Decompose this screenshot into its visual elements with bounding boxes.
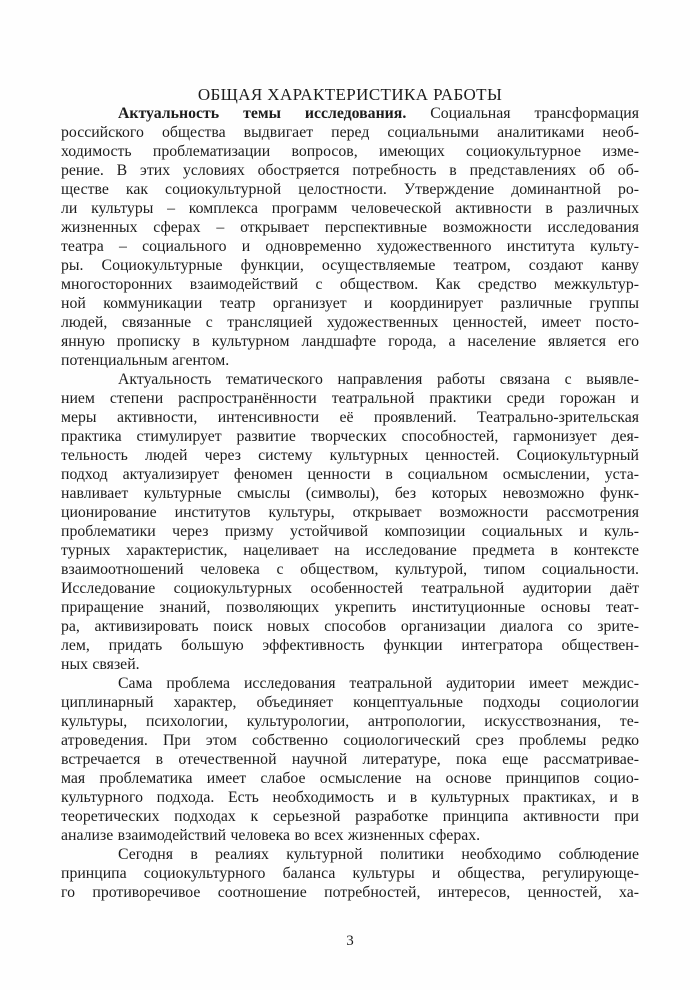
- text-line: взаимоотношений человека с обществом, культурой, типом социальности.: [61, 561, 639, 578]
- text-line: ры. Социокультурные функции, осуществляемые театром, создают канву: [61, 257, 639, 274]
- text-line: рение. В этих условиях обостряется потребность в представлениях об об-: [61, 162, 639, 179]
- text-line: ществе как социокультурной целостности. Утверждение доминантной ро-: [61, 181, 639, 198]
- text-line: Исследование социокультурных особенностей театральной аудитории даёт: [61, 580, 639, 597]
- paragraph-lead-rest: Социальная трансформация: [430, 105, 639, 122]
- text-line: жизненных сферах – открывает перспективные возможности исследования: [61, 219, 639, 236]
- paragraph-1: [61, 104, 639, 370]
- text-line: встречается в отечественной научной литературе, пока еще рассматривае-: [61, 751, 639, 768]
- text-line: принципа социокультурного баланса культуры и общества, регулирующе-: [61, 865, 639, 882]
- page-title: ОБЩАЯ ХАРАКТЕРИСТИКА РАБОТЫ: [197, 85, 503, 104]
- text-line: янную прописку в культурном ландшафте города, а население является его: [61, 333, 639, 350]
- text-line: [61, 104, 639, 123]
- text-line: практика стимулирует развитие творческих способностей, гармонизует дея-: [61, 428, 639, 445]
- text-line: анализе взаимодействий человека во всех жизненных сферах.: [61, 827, 481, 844]
- text-line: Актуальность тематического направления работы связана с выявле-: [118, 371, 639, 388]
- text-line: приращение знаний, позволяющих укрепить институционные основы теат-: [61, 599, 639, 616]
- paragraph-3: [61, 674, 639, 845]
- text-line: многосторонних взаимодействий с обществом. Как средство межкультур-: [61, 276, 639, 293]
- text-line: ной коммуникации театр организует и координирует различные группы: [61, 295, 639, 312]
- paragraph-2-lines: [61, 370, 639, 674]
- text-line: циплинарный характер, объединяет концептуальные подходы социологии: [61, 694, 639, 711]
- text-line: навливает культурные смыслы (символы), без которых невозможно функ-: [61, 485, 639, 502]
- text-line: меры активности, интенсивности её проявлений. Театрально-зрительская: [61, 409, 639, 426]
- text-line: ра, активизировать поиск новых способов организации диалога со зрите-: [61, 618, 639, 635]
- text-line: театра – социального и одновременно художественного института культу-: [61, 238, 639, 255]
- text-line: Сегодня в реалиях культурной политики необходимо соблюдение: [118, 846, 639, 863]
- text-line: потенциальным агентом.: [61, 352, 230, 369]
- text-line: культуры, психологии, культурологии, антропологии, искусствознания, те-: [61, 713, 639, 730]
- text-line: нием степени распространённости театральной практики среди горожан и: [61, 390, 639, 407]
- paragraph-2: [61, 370, 639, 674]
- paragraph-4-lines: [61, 845, 639, 902]
- paragraph-3-lines: [61, 674, 639, 845]
- text-line: российского общества выдвигает перед социальными аналитиками необ-: [61, 124, 639, 141]
- text-line: людей, связанные с трансляцией художественных ценностей, имеет посто-: [61, 314, 639, 331]
- text-line: ционирование институтов культуры, открывает возможности рассмотрения: [61, 504, 639, 521]
- text-line: турных характеристик, нацеливает на исследование предмета в контексте: [61, 542, 639, 559]
- text-line: ходимость проблематизации вопросов, имеющих социокультурное изме-: [61, 143, 639, 160]
- paragraph-4: [61, 845, 639, 902]
- text-line: го противоречивое соотношение потребностей, интересов, ценностей, ха-: [61, 884, 639, 901]
- text-line: ных связей.: [61, 656, 140, 673]
- text-line: культурного подхода. Есть необходимость и в культурных практиках, и в: [61, 789, 639, 806]
- paragraph-1-lines: [61, 123, 639, 370]
- text-line: проблематики через призму устойчивой композиции социальных и куль-: [61, 523, 639, 540]
- text-line: атроведения. При этом собственно социологический срез проблемы редко: [61, 732, 639, 749]
- text-line: ли культуры – комплекса программ человеческой активности в различных: [61, 200, 639, 217]
- text-line: лем, придать большую эффективность функции интегратора обществен-: [61, 637, 639, 654]
- text-line: подход актуализирует феномен ценности в социальном осмыслении, уста-: [61, 466, 639, 483]
- text-line: Сама проблема исследования театральной аудитории имеет междис-: [118, 675, 639, 692]
- text-line: мая проблематика имеет слабое осмысление на основе принципов социо-: [61, 770, 639, 787]
- text-block: [61, 85, 639, 902]
- text-line: тельность людей через систему культурных ценностей. Социокультурный: [61, 447, 639, 464]
- page-number: 3: [346, 933, 354, 949]
- paragraph-lead-bold: Актуальность темы исследования.: [118, 105, 407, 122]
- text-line: теоретических подходах к серьезной разработке принципа активности при: [61, 808, 639, 825]
